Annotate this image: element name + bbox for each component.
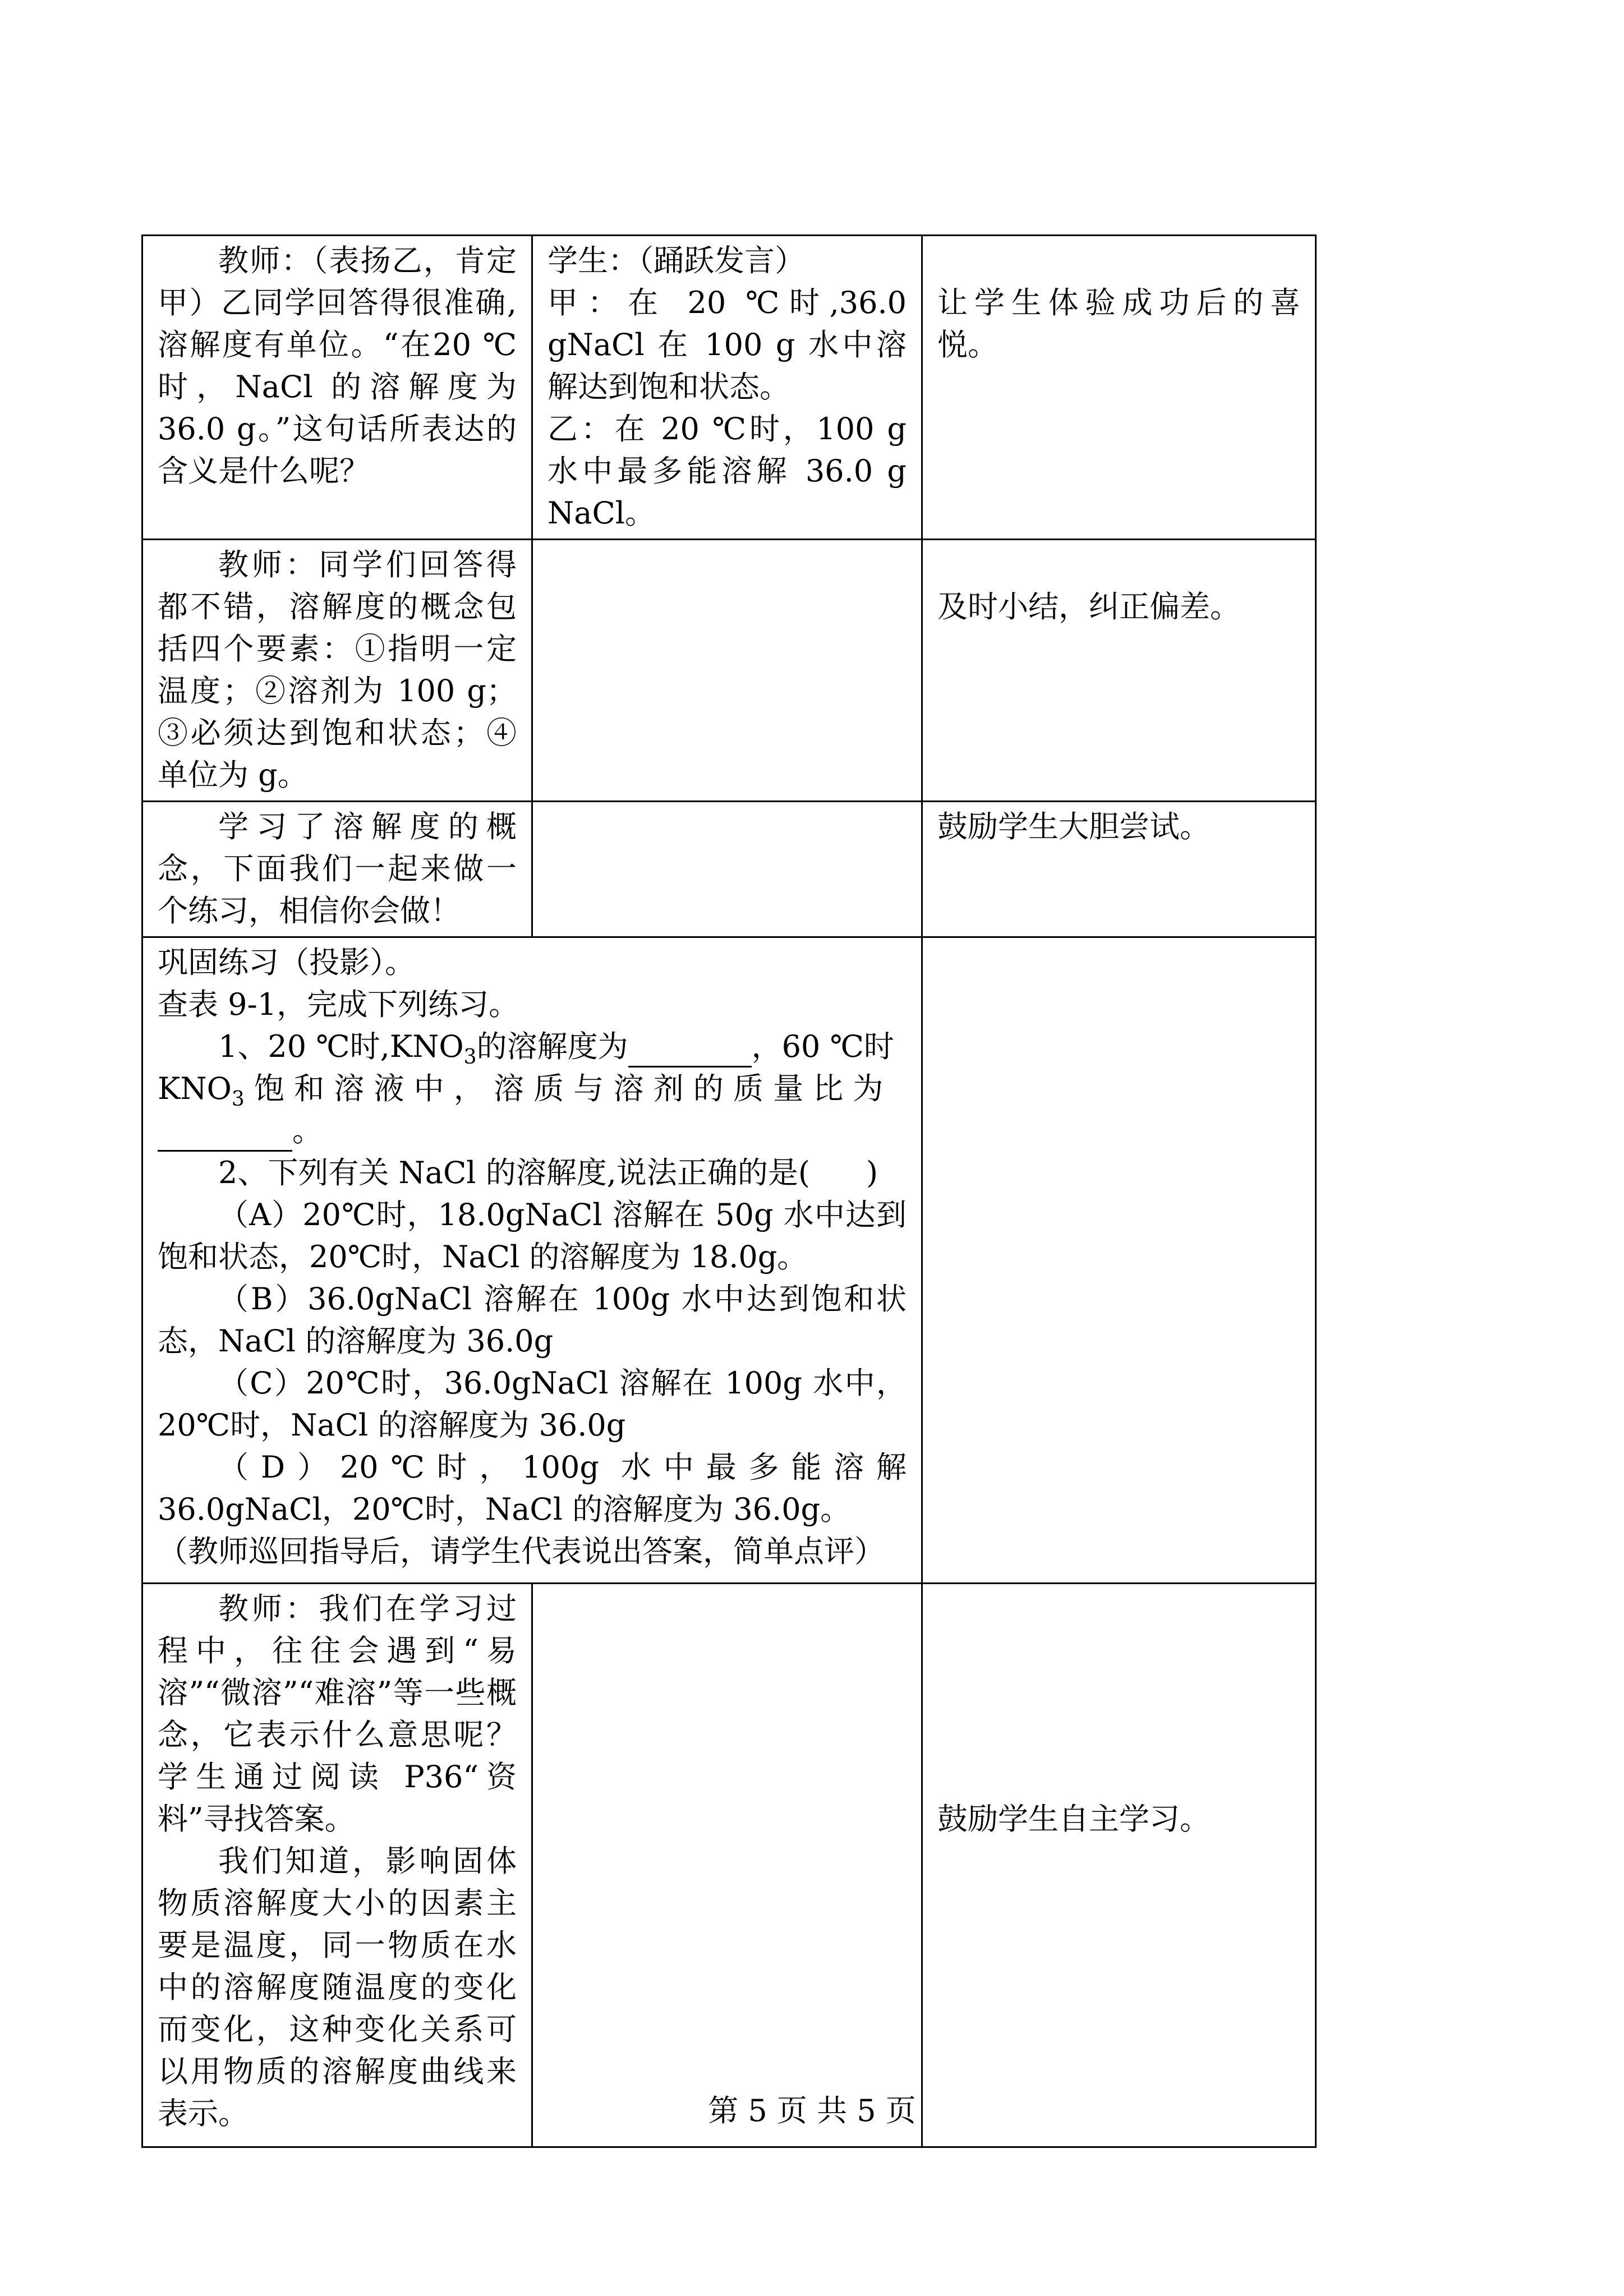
exercise-instruction: 查表 9-1，完成下列练习。 bbox=[158, 987, 519, 1022]
student-activity-title: 学生：（踊跃发言） bbox=[548, 243, 805, 278]
option-a: （A）20℃时，18.0gNaCl 溶解在 50g 水中达到饱和状态，20℃时，NaCl 的溶解度为 18.0g。 bbox=[158, 1197, 907, 1274]
table-row bbox=[142, 937, 1316, 1584]
exercise-cell bbox=[142, 937, 922, 1584]
design-intent-cell bbox=[922, 1584, 1316, 2147]
page-footer: 第 5 页 共 5 页 bbox=[708, 2093, 916, 2128]
teacher-activity-text: 教师：（表扬乙，肯定甲）乙同学回答得很准确,溶解度有单位。“在20 ℃时，NaCl 的溶解度为36.0 g。”这句话所表达的含义是什么呢？ bbox=[158, 243, 517, 489]
student-activity-cell bbox=[532, 802, 922, 937]
teacher-activity-cell bbox=[142, 236, 532, 540]
student-activity-cell bbox=[532, 540, 922, 802]
option-c: （C）20℃时，36.0gNaCl 溶解在 100g 水中，20℃时，NaCl 的溶解度为 36.0g bbox=[158, 1365, 907, 1443]
lesson-plan-table bbox=[141, 234, 1317, 2148]
design-intent-text: 让学生体验成功后的喜悦。 bbox=[937, 285, 1300, 362]
design-intent-text: 鼓励学生大胆尝试。 bbox=[937, 809, 1210, 844]
question-1-text: 。 bbox=[292, 1113, 323, 1148]
option-d: （D）20℃时，100g 水中最多能溶解 36.0gNaCl，20℃时，NaCl 的溶解度为 36.0g。 bbox=[158, 1450, 907, 1527]
teacher-activity-cell bbox=[142, 802, 532, 937]
answer-blank bbox=[158, 1115, 292, 1152]
student-answer-b: 乙：在 20 ℃时，100 g 水中最多能溶解 36.0 g NaCl。 bbox=[548, 411, 907, 531]
design-intent-text: 鼓励学生自主学习。 bbox=[937, 1801, 1210, 1837]
table-row bbox=[142, 236, 1316, 540]
question-1 bbox=[158, 1025, 907, 1068]
question-1-continued bbox=[158, 1068, 907, 1110]
exercise-note: （教师巡回指导后，请学生代表说出答案，简单点评） bbox=[158, 1534, 885, 1569]
question-1-text: ，60 ℃时 bbox=[751, 1029, 894, 1064]
subscript: 3 bbox=[231, 1087, 245, 1111]
question-2 bbox=[158, 1152, 907, 1194]
student-activity-cell bbox=[532, 236, 922, 540]
design-intent-cell bbox=[922, 236, 1316, 540]
subscript: 3 bbox=[463, 1045, 477, 1069]
design-intent-text: 及时小结，纠正偏差。 bbox=[937, 589, 1240, 624]
question-1-end bbox=[158, 1110, 907, 1152]
question-1-text: 1、20 ℃时,KNO bbox=[218, 1029, 464, 1064]
question-1-text: 饱 和 溶 液 中 ， 溶 质 与 溶 剂 的 质 量 比 为 bbox=[254, 1071, 884, 1106]
question-2-text: 2、下列有关 NaCl 的溶解度,说法正确的是( bbox=[218, 1155, 810, 1190]
teacher-activity-text: 教师：同学们回答得都不错，溶解度的概念包括四个要素：①指明一定温度；②溶剂为 100 g；③必须达到饱和状态；④单位为 g。 bbox=[158, 547, 517, 793]
teacher-activity-cell bbox=[142, 540, 532, 802]
design-intent-cell bbox=[922, 937, 1316, 1584]
teacher-activity-cell bbox=[142, 1584, 532, 2147]
student-answer-a: 甲：在 20 ℃时,36.0 gNaCl 在 100 g 水中溶解达到饱和状态。 bbox=[548, 285, 907, 404]
question-2-text: ) bbox=[866, 1155, 878, 1190]
table-row bbox=[142, 802, 1316, 937]
design-intent-cell bbox=[922, 802, 1316, 937]
question-1-text: KNO bbox=[158, 1071, 232, 1106]
table-row bbox=[142, 1584, 1316, 2147]
student-activity-cell bbox=[532, 1584, 922, 2147]
teacher-activity-text-2: 我们知道，影响固体物质溶解度大小的因素主要是温度，同一物质在水中的溶解度随温度的变化而变化，这种变化关系可以用物质的溶解度曲线来表示。 bbox=[158, 1843, 517, 2131]
question-1-text: 的溶解度为 bbox=[476, 1029, 628, 1064]
table-row bbox=[142, 540, 1316, 802]
exercise-title: 巩固练习（投影）。 bbox=[158, 945, 415, 980]
answer-blank bbox=[628, 1031, 752, 1068]
teacher-activity-text: 学习了溶解度的概念，下面我们一起来做一个练习，相信你会做！ bbox=[158, 809, 517, 928]
design-intent-cell bbox=[922, 540, 1316, 802]
option-b: （B）36.0gNaCl 溶解在 100g 水中达到饱和状态，NaCl 的溶解度为 36.0g bbox=[158, 1281, 907, 1359]
teacher-activity-text: 教师：我们在学习过程中，往往会遇到“易溶”“微溶”“难溶”等一些概念，它表示什么意思呢？学生通过阅读 P36“资料”寻找答案。 bbox=[158, 1591, 517, 1837]
